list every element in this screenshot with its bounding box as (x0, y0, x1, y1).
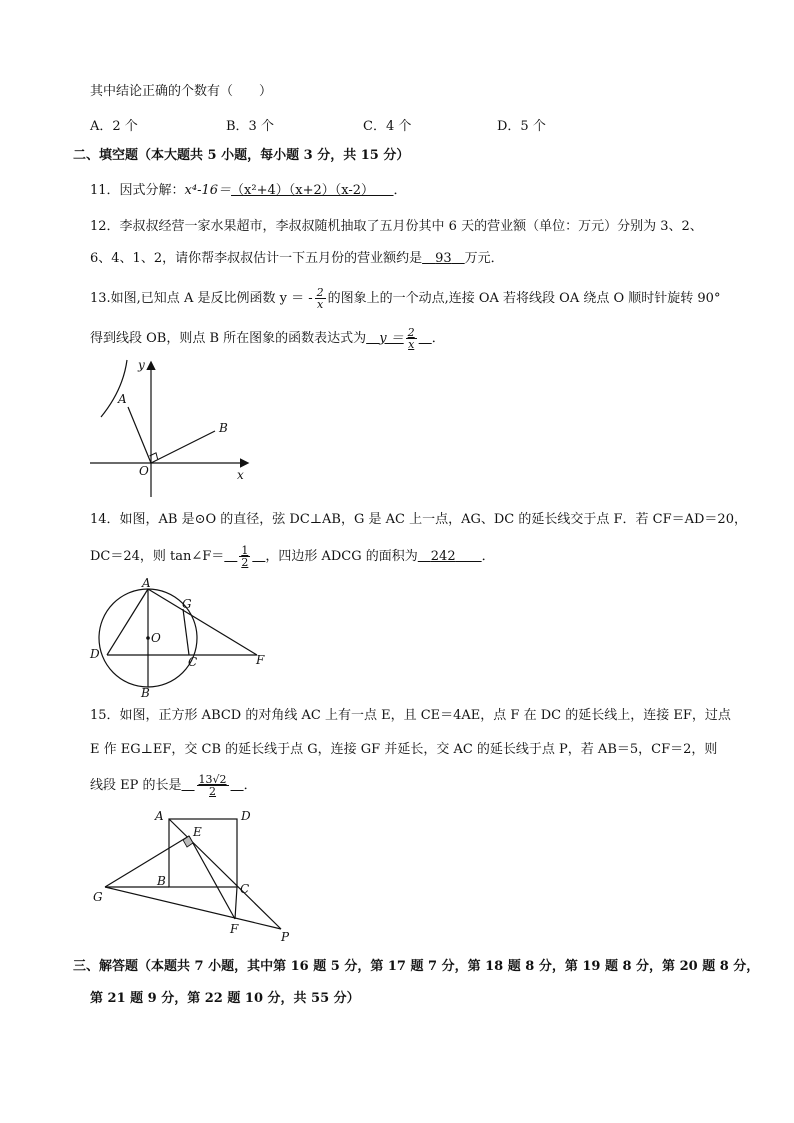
center-dot (146, 636, 150, 640)
label-f: F (230, 922, 239, 936)
q14-text-mid: ，四边形 ADCG 的面积为 (265, 549, 418, 564)
label-o: O (139, 464, 149, 478)
section-heading-answers-line2: 第 21 题 9 分，第 22 题 10 分，共 55 分） (90, 991, 360, 1006)
segment-ad (107, 589, 148, 655)
segment-gp (105, 887, 281, 929)
section-heading-answers: 三、解答题（本题共 7 小题，其中第 16 题 5 分，第 17 题 7 分，第 18 题 8 分，第 19 题 8 分，第 20 题 8 分， (73, 959, 760, 974)
segment-ob (151, 431, 215, 463)
label-a: A (118, 392, 127, 406)
question-15-line1: 15．如图，正方形 ABCD 的对角线 AC 上有一点 E，且 CE＝4AE，点 F 在 DC 的延长线上，连接 EF，过点 (90, 708, 731, 723)
question-13-line2 (90, 327, 445, 350)
option-b: B．3 个 (226, 119, 274, 134)
q14-end: ． (481, 549, 495, 564)
label-c: C (240, 882, 250, 896)
label-o: O (151, 631, 161, 645)
q14-answer-fraction: $\frac{1}{2}$ (241, 544, 249, 569)
q13-figure (85, 355, 255, 505)
segment-oa (128, 407, 151, 463)
segment-ge (105, 836, 189, 887)
question-15-line2: E 作 EG⊥EF，交 CB 的延长线于点 G，连接 GF 并延长，交 AC 的延长线于点 P，若 AB＝5，CF＝2，则 (90, 742, 718, 757)
q13-answer-fraction: $\frac{2}{x}$ (407, 326, 415, 351)
question-14-line2 (90, 545, 495, 568)
question-15-line3 (90, 774, 257, 797)
segment-af (148, 589, 257, 655)
q13-answer-y: y ＝ (379, 331, 404, 346)
label-g: G (93, 890, 103, 904)
q15-text: 线段 EP 的长是 (90, 778, 182, 793)
label-x: x (237, 468, 244, 482)
q15-end: ． (243, 778, 257, 793)
question-12-line2 (90, 250, 504, 268)
label-e: E (193, 825, 202, 839)
label-p: P (281, 930, 290, 944)
option-c: C．4 个 (363, 119, 412, 134)
q14-text: DC＝24，则 tan∠F＝ (90, 549, 225, 564)
question-11 (90, 182, 407, 200)
label-g: G (182, 597, 192, 611)
q11-expression: x⁴-16＝ (184, 183, 232, 198)
q12-answer: 93 (435, 251, 452, 266)
label-c: C (188, 655, 198, 669)
label-b: B (141, 686, 150, 700)
right-angle-mark (183, 836, 193, 847)
question-13-line1 (90, 287, 720, 310)
q13-text-pre: 13.如图,已知点 A 是反比例函数 y ＝ - (90, 291, 313, 306)
q13-end: ． (431, 331, 445, 346)
q14-figure (85, 575, 285, 700)
segment-gc (183, 609, 189, 655)
section-heading-fill-blank: 二、填空题（本大题共 5 小题，每小题 3 分，共 15 分） (73, 148, 410, 163)
label-b: B (219, 421, 228, 435)
label-a: A (155, 809, 164, 823)
question-stem: 其中结论正确的个数有（ ） (90, 84, 273, 99)
label-b: B (157, 874, 166, 888)
hyperbola-curve (101, 360, 127, 417)
segment-cf (235, 887, 237, 919)
q15-figure (85, 805, 305, 945)
q14-answer-area: 242 (430, 549, 456, 564)
label-d: D (241, 809, 251, 823)
q12-text: 6、4、1、2，请你帮李叔叔估计一下五月份的营业额约是 (90, 251, 423, 266)
label-f: F (256, 653, 265, 667)
question-14-line1: 14．如图，AB 是⊙O 的直径，弦 DC⊥AB，G 是 AC 上一点，AG、DC 的延长线交于点 F．若 CF＝AD＝20， (90, 512, 747, 527)
q13-text2: 得到线段 OB，则点 B 所在图象的函数表达式为 (90, 331, 367, 346)
q15-answer-fraction: $\frac{13√2}{2}$ (198, 773, 227, 798)
option-d: D．5 个 (497, 119, 546, 134)
question-12-line1: 12．李叔叔经营一家水果超市，李叔叔随机抽取了五月份其中 6 天的营业额（单位：万元）分别为 3、2、 (90, 219, 703, 234)
label-a: A (142, 576, 151, 590)
diagonal-ac-extended (169, 819, 281, 929)
q11-prefix: 11．因式分解： (90, 183, 185, 198)
q13-fraction: $\frac{2}{x}$ (316, 286, 324, 311)
q13-text-post: 的图象上的一个动点,连接 OA 若将线段 OA 绕点 O 顺时针旋转 90° (327, 291, 721, 306)
q11-answer: （x²+4）（x+2）（x-2） (231, 183, 368, 198)
q12-end: 万元． (464, 251, 504, 266)
label-y: y (138, 358, 145, 372)
option-a: A．2 个 (90, 119, 138, 134)
label-d: D (90, 647, 100, 661)
q11-end: ． (393, 183, 407, 198)
